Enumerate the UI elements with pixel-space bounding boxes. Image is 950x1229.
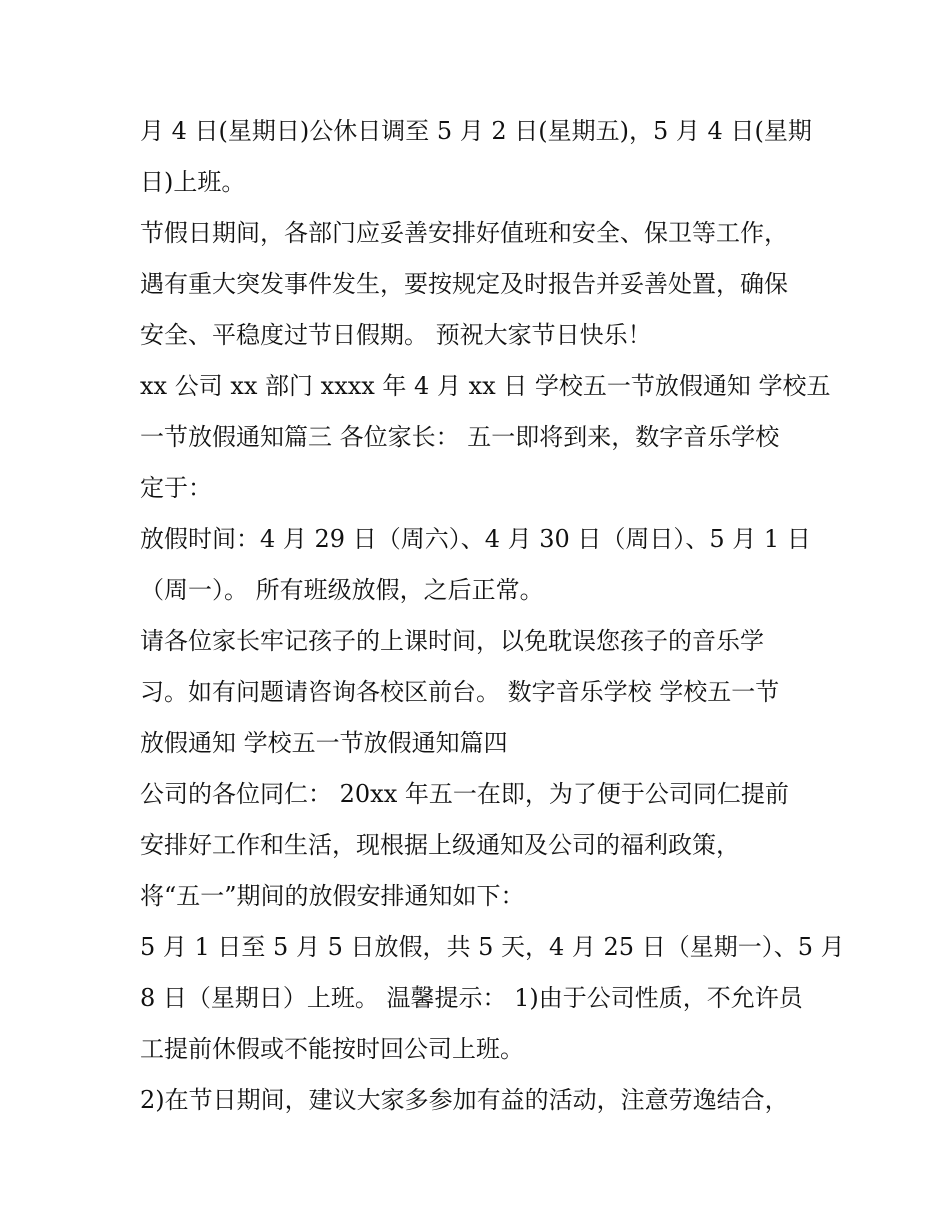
- text-line: 遇有重大突发事件发生，要按规定及时报告并妥善处置，确保: [140, 270, 788, 298]
- text-line: xx 公司 xx 部门 xxxx 年 4 月 xx 日 学校五一节放假通知 学校五: [140, 372, 831, 400]
- text-line: 定于：: [140, 474, 212, 502]
- text-line: 月 4 日(星期日)公休日调至 5 月 2 日(星期五)，5 月 4 日(星期: [140, 117, 812, 145]
- text-line: （周一）。 所有班级放假，之后正常。: [140, 576, 544, 604]
- text-line: 放假时间：4 月 29 日（周六）、4 月 30 日（周日）、5 月 1 日: [140, 525, 811, 553]
- text-line: 放假通知 学校五一节放假通知篇四: [140, 729, 508, 757]
- text-line: 安全、平稳度过节日假期。 预祝大家节日快乐！: [140, 321, 652, 349]
- text-line: 将“五一”期间的放假安排通知如下：: [140, 882, 525, 910]
- text-line: 请各位家长牢记孩子的上课时间，以免耽误您孩子的音乐学: [140, 627, 764, 655]
- text-line: 节假日期间，各部门应妥善安排好值班和安全、保卫等工作，: [140, 219, 788, 247]
- text-line: 安排好工作和生活，现根据上级通知及公司的福利政策，: [140, 831, 740, 859]
- text-line: 2)在节日期间，建议大家多参加有益的活动，注意劳逸结合，: [140, 1086, 789, 1114]
- text-line: 一节放假通知篇三 各位家长： 五一即将到来，数字音乐学校: [140, 423, 780, 451]
- text-line: 工提前休假或不能按时回公司上班。: [140, 1035, 524, 1063]
- document-body: [140, 106, 845, 1126]
- text-line: 习。如有问题请咨询各校区前台。 数字音乐学校 学校五一节: [140, 678, 780, 706]
- text-line: 日)上班。: [140, 168, 246, 196]
- text-line: 8 日（星期日）上班。 温馨提示： 1)由于公司性质，不允许员: [140, 984, 803, 1012]
- text-line: 5 月 1 日至 5 月 5 日放假，共 5 天，4 月 25 日（星期一）、5 月: [140, 933, 845, 961]
- text-line: 公司的各位同仁： 20xx 年五一在即，为了便于公司同仁提前: [140, 780, 789, 808]
